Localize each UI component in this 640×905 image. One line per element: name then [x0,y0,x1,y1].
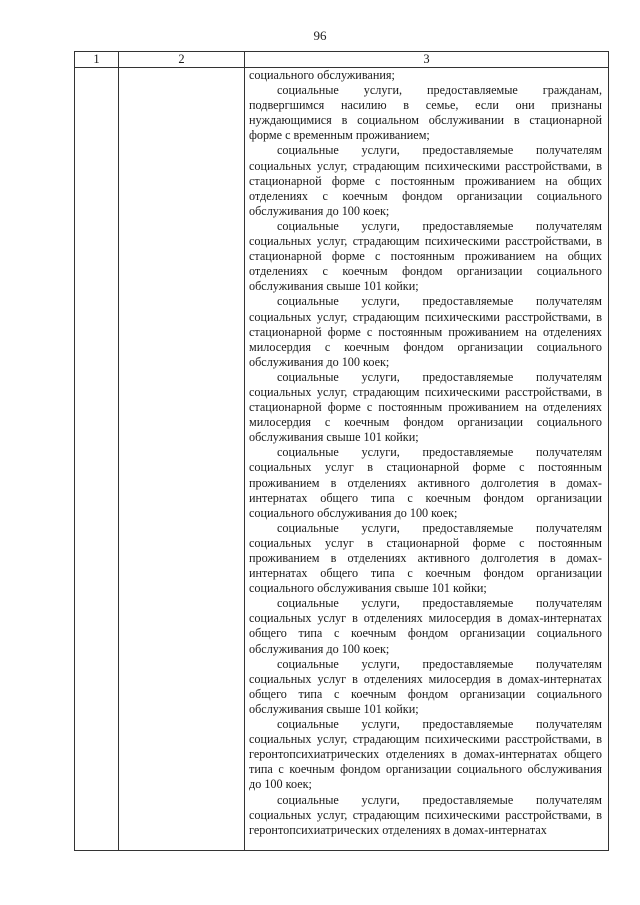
table-body-row [75,68,609,851]
paragraph: социальные услуги, предоставляемые гражданам, подвергшимся насилию в семье, если они признаны нуждающимися в социальном обслуживании в стационарной форме с временным проживанием; [249,83,602,143]
paragraph: социальные услуги, предоставляемые получателям социальных услуг в отделениях милосердия в домах-интернатах общего типа с коечным фондом организации социального обслуживания свыше 101 койки; [249,656,602,716]
column-header-1: 1 [75,52,119,68]
paragraph: социальные услуги, предоставляемые получателям социальных услуг, страдающим психическими расстройствами, в стационарной форме с постоянным проживанием на отделениях милосердия с коечным фондом организации социального обслуживания до 100 коек; [249,294,602,369]
paragraph: социальные услуги, предоставляемые получателям социальных услуг, страдающим психическими расстройствами, в геронтопсихиатрических отделениях в домах-интернатах общего типа с коечным фондом организации социального обслуживания до 100 коек; [249,717,602,792]
column-2-cell [119,68,245,851]
paragraph: социальные услуги, предоставляемые получателям социальных услуг, страдающим психическими расстройствами, в стационарной форме с постоянным проживанием на общих отделениях с коечным фондом организации социального обслуживания до 100 коек; [249,143,602,218]
paragraph: социальные услуги, предоставляемые получателям социальных услуг в отделениях милосердия в домах-интернатах общего типа с коечным фондом организации социального обслуживания до 100 коек; [249,596,602,656]
paragraph: социальные услуги, предоставляемые получателям социальных услуг, страдающим психическими расстройствами, в стационарной форме с постоянным проживанием на отделениях милосердия с коечным фондом организации социального обслуживания свыше 101 койки; [249,369,602,445]
column-1-cell [75,68,119,851]
paragraph: социальные услуги, предоставляемые получателям социальных услуг в стационарной форме с постоянным проживанием в отделениях активного долголетия в домах-интернатах общего типа с коечным фондом организации социального обслуживания свыше 101 койки; [249,520,602,596]
document-table [74,51,609,851]
paragraph: социальные услуги, предоставляемые получателям социальных услуг, страдающим психическими расстройствами, в геронтопсихиатрических отделениях в домах-интернатах [249,792,602,837]
paragraph: социальные услуги, предоставляемые получателям социальных услуг в стационарной форме с постоянным проживанием в отделениях активного долголетия в домах-интернатах общего типа с коечным фондом организации социального обслуживания до 100 коек; [249,445,602,520]
column-header-3: 3 [245,52,609,68]
paragraph: социального обслуживания; [249,68,395,82]
column-3-cell [245,68,609,851]
paragraph: социальные услуги, предоставляемые получателям социальных услуг, страдающим психическими расстройствами, в стационарной форме с постоянным проживанием на общих отделениях с коечным фондом организации социального обслуживания свыше 101 койки; [249,218,602,294]
column-header-2: 2 [119,52,245,68]
table-header-row [75,52,609,68]
page-number: 96 [313,28,327,43]
